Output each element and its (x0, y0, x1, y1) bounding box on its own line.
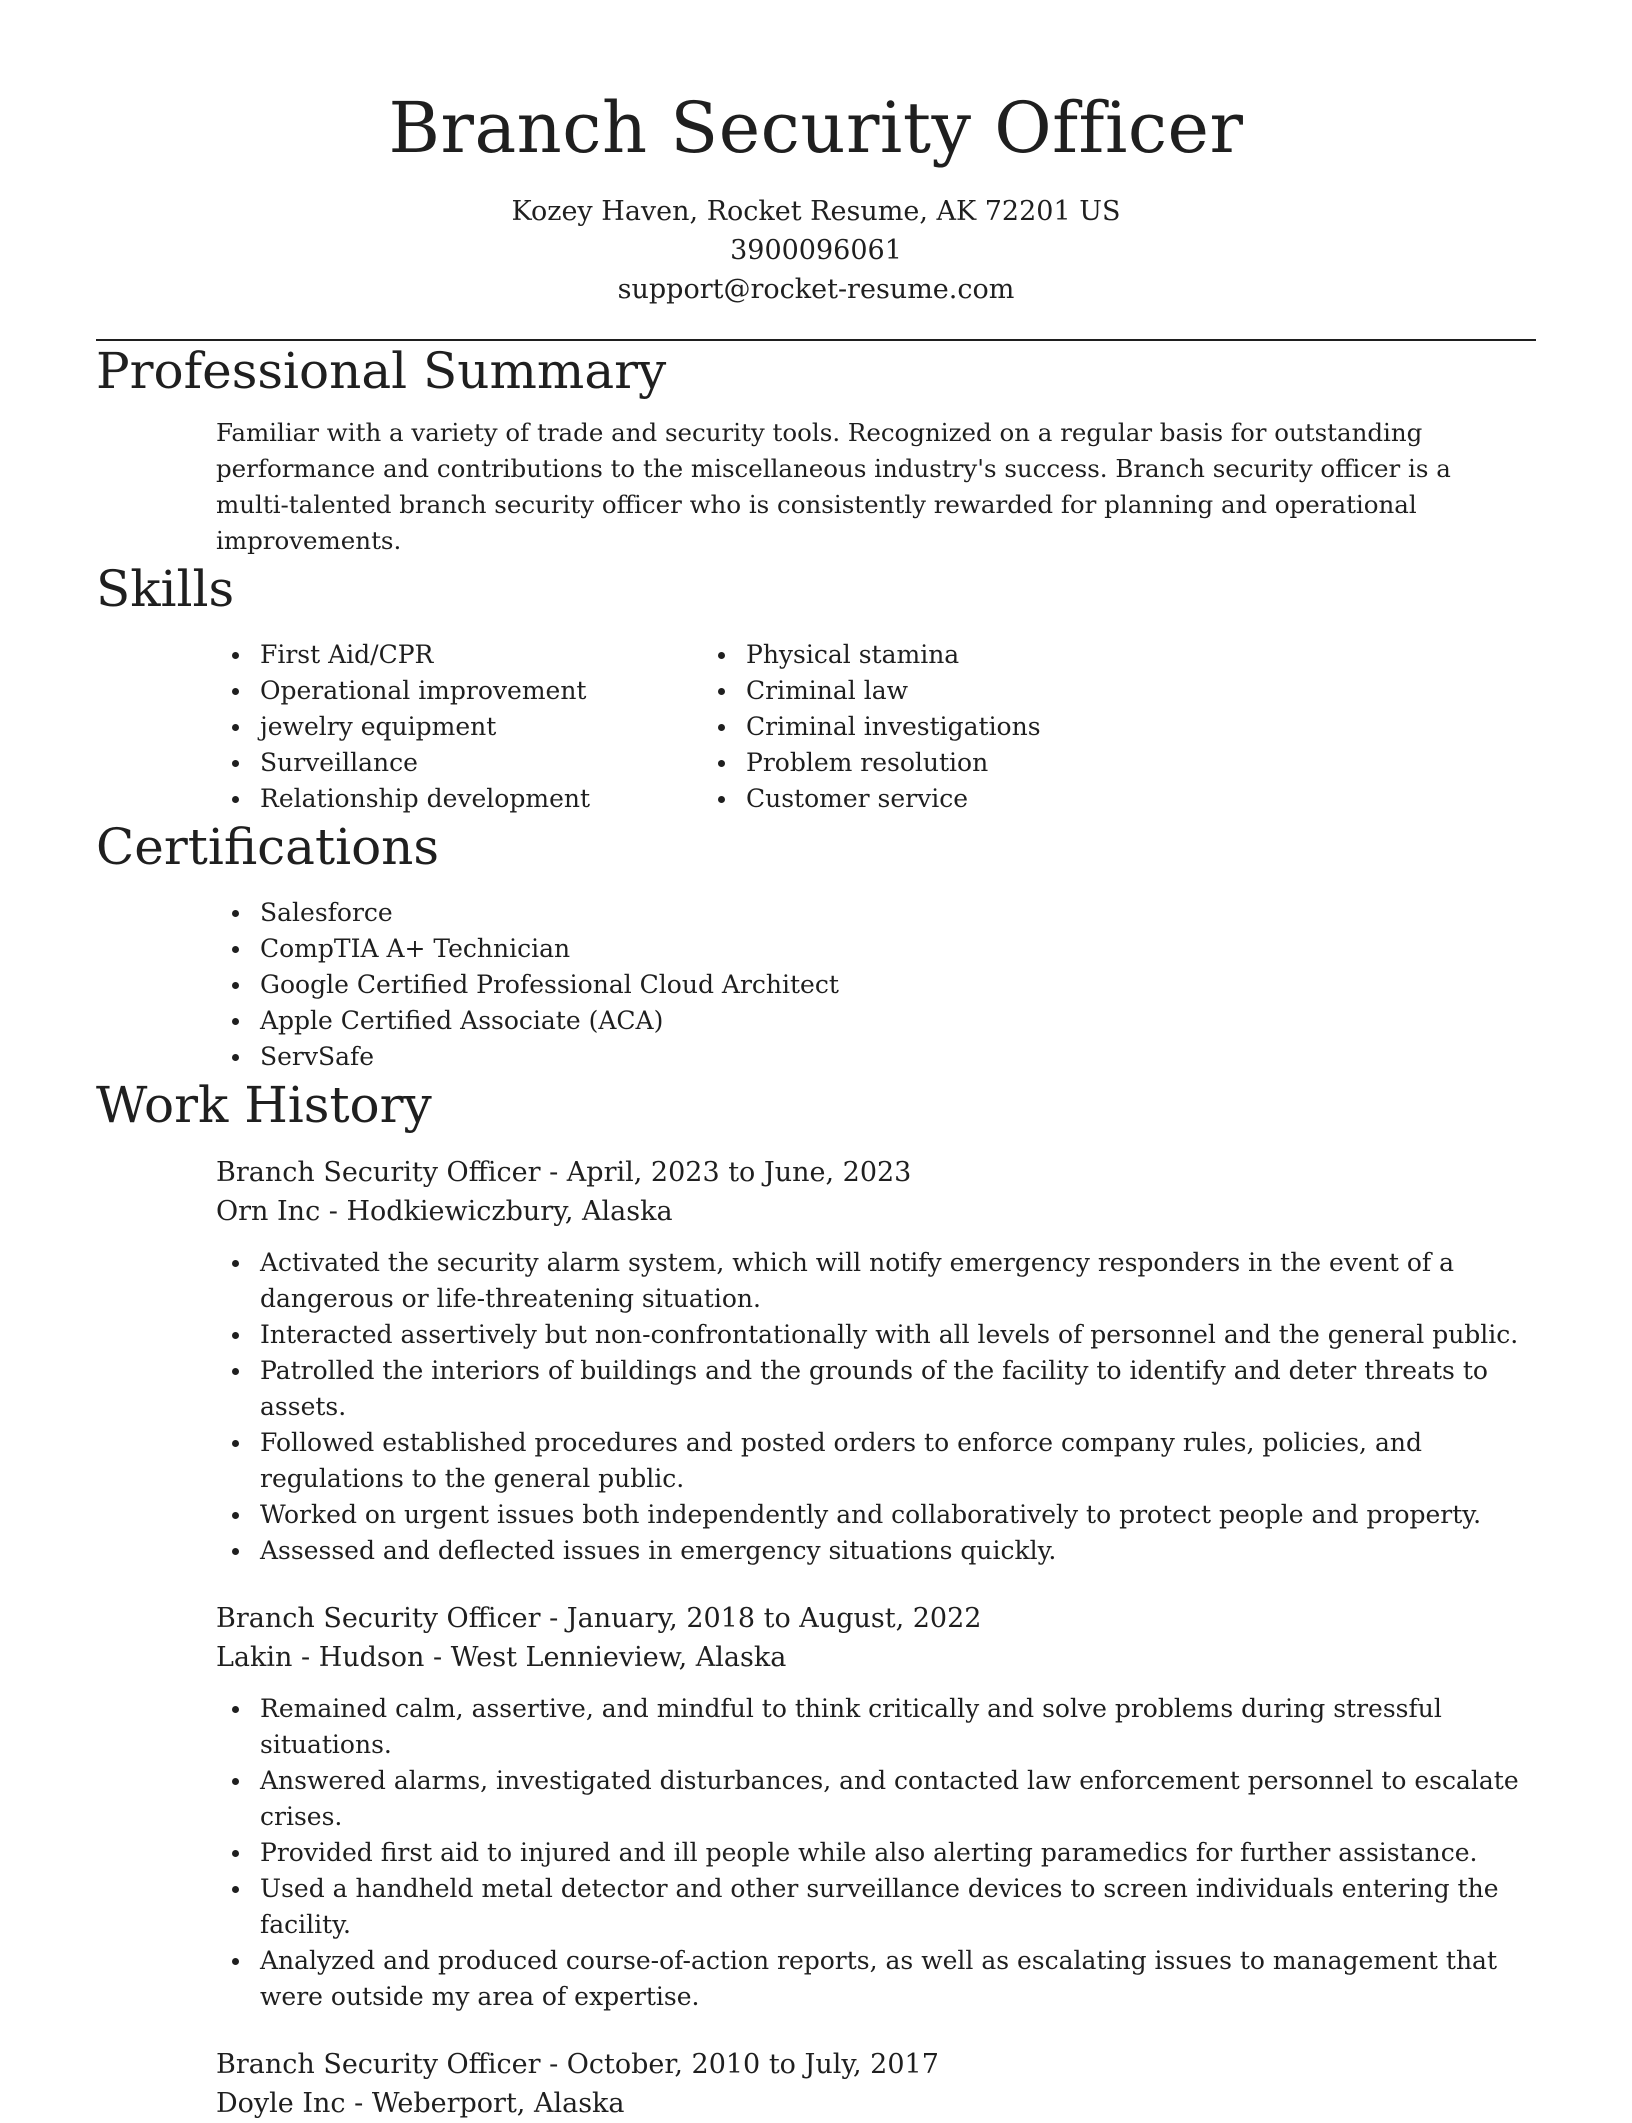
skill-item: Physical stamina (746, 637, 1041, 673)
job-entry (216, 2045, 1536, 2123)
certification-item: Apple Certified Associate (ACA) (260, 1003, 1536, 1039)
skill-item: jewelry equipment (260, 709, 746, 745)
job-duty-item: Used a handheld metal detector and other surveillance devices to screen individuals entering the facility. (260, 1871, 1560, 1943)
job-duty-item: Activated the security alarm system, which will notify emergency responders in the event of a dangerous or life-threatening situation. (260, 1245, 1560, 1317)
job-duty-item: Patrolled the interiors of buildings and the grounds of the facility to identify and deter threats to assets. (260, 1353, 1560, 1425)
certification-item: CompTIA A+ Technician (260, 931, 1536, 967)
skill-item: Relationship development (260, 781, 746, 817)
job-entry (216, 1153, 1536, 1569)
skill-item: Problem resolution (746, 745, 1041, 781)
summary-text: Familiar with a variety of trade and security tools. Recognized on a regular basis for outstanding performance and contributions to the miscellaneous industry's success. Branch security officer is a multi-talented branch security officer who is consistently rewarded for planning and operational improvements. (216, 418, 1451, 555)
job-company-location: Doyle Inc - Weberport, Alaska (216, 2088, 625, 2119)
certifications-list (96, 895, 1536, 1075)
skills-right-column (746, 637, 1041, 817)
job-title-dates: Branch Security Officer - April, 2023 to June, 2023 (216, 1157, 912, 1188)
skill-item: First Aid/CPR (260, 637, 746, 673)
skill-item: Criminal investigations (746, 709, 1041, 745)
skill-item: Criminal law (746, 673, 1041, 709)
certification-item: Google Certified Professional Cloud Architect (260, 967, 1536, 1003)
job-duty-item: Remained calm, assertive, and mindful to think critically and solve problems during stressful situations. (260, 1691, 1560, 1763)
job-company-location: Lakin - Hudson - West Lennieview, Alaska (216, 1642, 787, 1673)
job-duty-item: Interacted assertively but non-confrontationally with all levels of personnel and the general public. (260, 1317, 1560, 1353)
certifications-heading: Certifications (96, 818, 440, 876)
job-duties (216, 1245, 1536, 1569)
job-company-location: Orn Inc - Hodkiewiczbury, Alaska (216, 1196, 673, 1227)
job-duty-item: Assessed and deflected issues in emergency situations quickly. (260, 1533, 1560, 1569)
job-duty-item: Provided first aid to injured and ill people while also alerting paramedics for further assistance. (260, 1835, 1560, 1871)
resume-page (96, 0, 1536, 2123)
skill-item: Operational improvement (260, 673, 746, 709)
job-entry (216, 1599, 1536, 2015)
resume-header (96, 0, 1536, 309)
job-duty-item: Answered alarms, investigated disturbances, and contacted law enforcement personnel to escalate crises. (260, 1763, 1560, 1835)
skills-left-column (96, 637, 746, 817)
skills-heading: Skills (96, 560, 235, 618)
certification-item: ServSafe (260, 1039, 1536, 1075)
job-duties (216, 1691, 1536, 2015)
job-duty-item: Followed established procedures and posted orders to enforce company rules, policies, and regulations to the general public. (260, 1425, 1560, 1497)
candidate-name: Branch Security Officer (388, 87, 1244, 169)
job-title-dates: Branch Security Officer - October, 2010 to July, 2017 (216, 2049, 939, 2080)
phone-text: 3900096061 (730, 235, 902, 266)
email-text: support@rocket-resume.com (617, 274, 1015, 305)
job-title-dates: Branch Security Officer - January, 2018 to August, 2022 (216, 1603, 982, 1634)
job-duty-item: Analyzed and produced course-of-action reports, as well as escalating issues to management that were outside my area of expertise. (260, 1943, 1560, 2015)
skill-item: Surveillance (260, 745, 746, 781)
certification-item: Salesforce (260, 895, 1536, 931)
summary-heading: Professional Summary (96, 342, 667, 400)
skills-columns (96, 637, 1536, 817)
skill-item: Customer service (746, 781, 1041, 817)
work-history-heading: Work History (96, 1076, 432, 1134)
contact-block (96, 192, 1536, 309)
job-duty-item: Worked on urgent issues both independently and collaboratively to protect people and property. (260, 1497, 1560, 1533)
address-text: Kozey Haven, Rocket Resume, AK 72201 US (511, 196, 1121, 227)
